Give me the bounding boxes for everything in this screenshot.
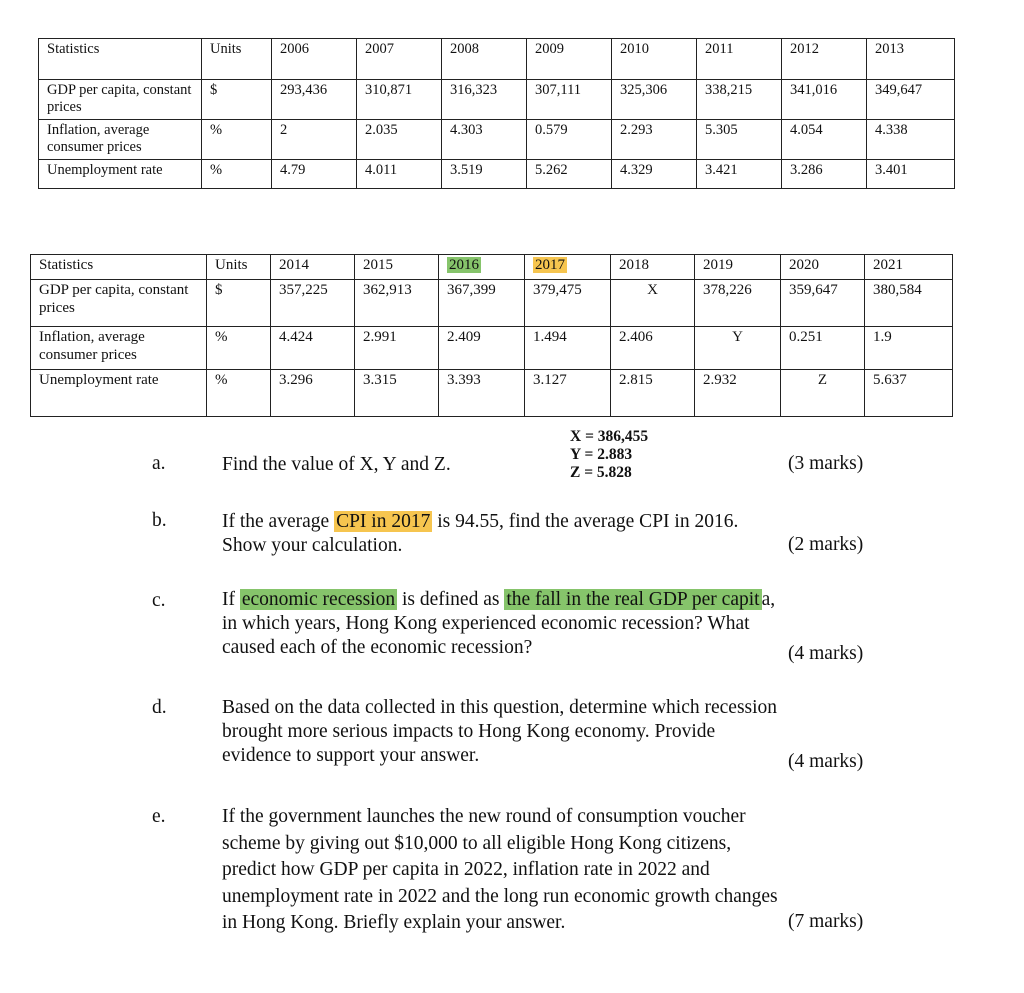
question-e-line-2: scheme by giving out $10,000 to all eligible Hong Kong citizens, [222,832,732,854]
table-header-row [39,39,955,80]
question-e-marks: (7 marks) [788,911,864,932]
highlight-economic-recession: economic recession [241,589,396,610]
value-cell: 2.035 [357,120,442,160]
question-c-line-3: caused each of the economic recession? [222,637,533,658]
row-label: Inflation, average consumer prices [31,327,207,370]
unknown-value-cell: Z [781,370,865,417]
header-cell: 2010 [612,39,697,80]
value-cell: 359,647 [781,280,865,327]
value-cell: 378,226 [695,280,781,327]
unit-cell: % [202,120,272,160]
question-c-marks: (4 marks) [788,643,864,664]
statistics-table-2014-2021 [30,254,953,417]
row-label: Unemployment rate [31,370,207,417]
value-cell: 349,647 [867,80,955,120]
table-row [31,370,953,417]
value-cell: 357,225 [271,280,355,327]
value-cell: 362,913 [355,280,439,327]
question-a-text: Find the value of X, Y and Z. [222,454,451,475]
header-cell: Statistics [31,255,207,280]
header-cell: 2018 [611,255,695,280]
value-cell: 4.424 [271,327,355,370]
value-cell: 307,111 [527,80,612,120]
question-b-line-2: Show your calculation. [222,535,403,556]
value-cell: 316,323 [442,80,527,120]
header-cell-2016 [439,255,525,280]
unit-cell: $ [202,80,272,120]
question-d-label: d. [152,697,167,718]
value-cell: 2.991 [355,327,439,370]
value-cell: 2.409 [439,327,525,370]
question-e-line-5: in Hong Kong. Briefly explain your answer. [222,912,566,933]
question-c-text [222,588,775,660]
header-cell: 2006 [272,39,357,80]
header-cell: 2015 [355,255,439,280]
row-label: GDP per capita, constant prices [39,80,202,120]
row-label: GDP per capita, constant prices [31,280,207,327]
unit-cell: $ [207,280,271,327]
answer-x: X = 386,455 [570,428,649,445]
highlight-fall-in-real-gdp: the fall in the real GDP per capit [506,589,760,610]
value-cell: 4.329 [612,160,697,189]
value-cell: 3.296 [271,370,355,417]
question-d-line-3: evidence to support your answer. [222,745,480,766]
value-cell: 380,584 [865,280,953,327]
value-cell: 2.932 [695,370,781,417]
value-cell: 338,215 [697,80,782,120]
value-cell: 379,475 [525,280,611,327]
header-cell-2017 [525,255,611,280]
value-cell: 3.401 [867,160,955,189]
row-label: Inflation, average consumer prices [39,120,202,160]
value-cell: 3.421 [697,160,782,189]
value-cell: 2 [272,120,357,160]
header-cell: 2013 [867,39,955,80]
header-cell: 2021 [865,255,953,280]
header-cell: 2020 [781,255,865,280]
unit-cell: % [207,370,271,417]
header-cell: Statistics [39,39,202,80]
value-cell: 293,436 [272,80,357,120]
header-cell: Units [202,39,272,80]
header-cell: 2007 [357,39,442,80]
unknown-value-cell: Y [695,327,781,370]
question-a-marks: (3 marks) [788,453,864,474]
question-b-text [222,510,738,558]
question-e-line-3: predict how GDP per capita in 2022, inflation rate in 2022 and [222,859,710,880]
question-d-line-1: Based on the data collected in this question, determine which recession [222,697,778,718]
value-cell: 4.79 [272,160,357,189]
answer-z: Z = 5.828 [570,464,632,481]
question-d-text [222,696,777,768]
value-cell: 3.315 [355,370,439,417]
table-row [39,80,955,120]
value-cell: 3.519 [442,160,527,189]
text-run: a, [761,589,776,610]
header-cell: 2008 [442,39,527,80]
value-cell: 5.262 [527,160,612,189]
header-cell: 2019 [695,255,781,280]
value-cell: 5.637 [865,370,953,417]
value-cell: 325,306 [612,80,697,120]
table-row [31,327,953,370]
question-e-line-4: unemployment rate in 2022 and the long run economic growth changes [222,885,778,907]
unknown-value-cell: X [611,280,695,327]
highlight-2017: 2017 [535,257,565,273]
header-cell: Units [207,255,271,280]
question-d-line-2: brought more serious impacts to Hong Kong economy. Provide [222,721,716,742]
value-cell: 3.127 [525,370,611,417]
value-cell: 2.815 [611,370,695,417]
value-cell: 3.286 [782,160,867,189]
value-cell: 4.303 [442,120,527,160]
text-run: If [222,589,240,610]
highlight-cpi-2017: CPI in 2017 [336,511,431,532]
question-b-marks: (2 marks) [788,534,864,555]
table-row [31,280,953,327]
value-cell: 2.406 [611,327,695,370]
answer-y: Y = 2.883 [570,446,633,463]
question-c-line-1 [222,588,775,612]
question-e-label: e. [152,806,166,827]
value-cell: 1.494 [525,327,611,370]
value-cell: 1.9 [865,327,953,370]
unit-cell: % [207,327,271,370]
header-cell: 2012 [782,39,867,80]
value-cell: 4.011 [357,160,442,189]
handwritten-answers [570,428,648,482]
question-c-label: c. [152,590,166,611]
question-e-line-1: If the government launches the new round of consumption voucher [222,806,746,827]
question-a-label: a. [152,453,166,474]
header-cell: 2014 [271,255,355,280]
table-row [39,120,955,160]
question-e-text [222,804,778,937]
question-d-marks: (4 marks) [788,751,864,772]
highlight-2016: 2016 [449,257,479,273]
value-cell: 341,016 [782,80,867,120]
value-cell: 5.305 [697,120,782,160]
value-cell: 2.293 [612,120,697,160]
text-run: is 94.55, find the average CPI in 2016. [432,511,739,532]
value-cell: 3.393 [439,370,525,417]
header-cell: 2011 [697,39,782,80]
value-cell: 310,871 [357,80,442,120]
value-cell: 367,399 [439,280,525,327]
question-b-line-1 [222,510,738,534]
question-b-label: b. [152,510,167,531]
row-label: Unemployment rate [39,160,202,189]
header-cell: 2009 [527,39,612,80]
statistics-table-2006-2013 [38,38,955,189]
value-cell: 4.054 [782,120,867,160]
question-c-line-2: in which years, Hong Kong experienced economic recession? What [222,613,750,634]
table-row [39,160,955,189]
table-header-row [31,255,953,280]
value-cell: 0.579 [527,120,612,160]
text-run: If the average [222,511,335,532]
value-cell: 0.251 [781,327,865,370]
value-cell: 4.338 [867,120,955,160]
text-run: is defined as [397,589,505,610]
unit-cell: % [202,160,272,189]
